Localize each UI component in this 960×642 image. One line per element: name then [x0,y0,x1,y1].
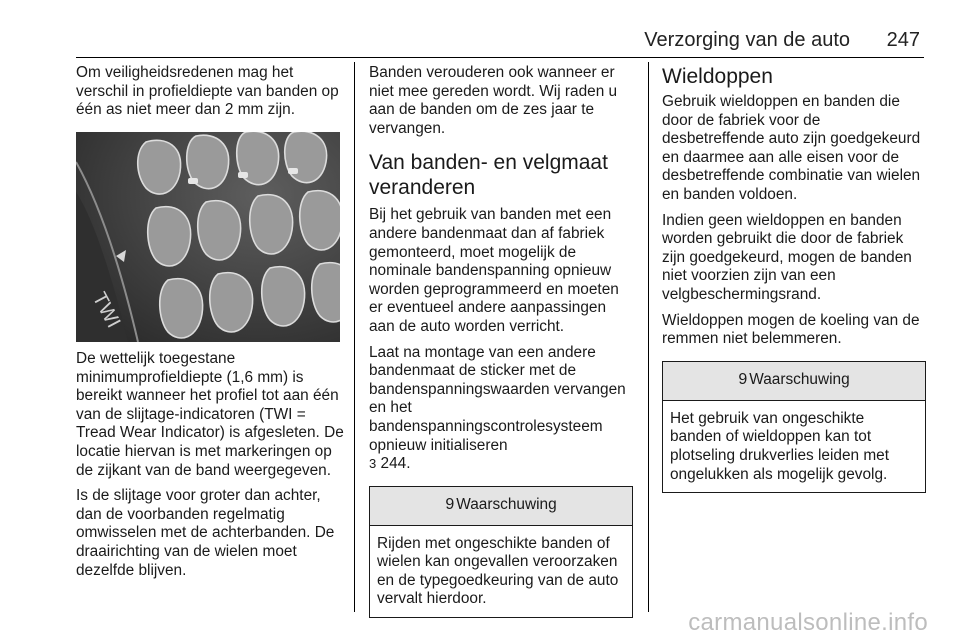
header-divider [76,57,924,58]
middle-intro-paragraph: Banden verouderen ook wanneer er niet mee gereden wordt. Wij raden u aan de banden om de zes jaar te vervangen. [369,64,618,137]
right-paragraph-2: Indien geen wieldoppen en banden worden gebruikt die door de fabriek zijn goedgekeurd, mogen de banden niet voorzien zijn van een velgbeschermingsrand. [662,211,912,303]
left-intro-paragraph: Om veiligheidsredenen mag het verschil in profieldiepte van banden op één as niet meer dan 2 mm zijn. [76,64,339,119]
middle-paragraph-2-text: Laat na montage van een andere bandenmaat de sticker met de bandenspanningswaarden vervangen en het bandenspanningscontrolesysteem opnieuw initialiseren [369,343,626,454]
warning-header [370,487,632,526]
watermark-text: carmanualsonline.info [688,609,928,636]
middle-paragraph-1: Bij het gebruik van banden met een andere bandenmaat dan af fabriek gemonteerd, moet mogelijk de nominale bandenspanning opnieuw worden geprogrammeerd en moeten er eventueel andere aanpassingen aan de auto worden verricht. [369,206,619,335]
page-header-title: Verzorging van de auto [644,29,850,51]
warning-text: Het gebruik van ongeschikte banden of wieldoppen kan tot plotseling drukverlies leiden met ongelukken als mogelijk gevolg. [670,409,890,483]
left-column [76,64,348,127]
right-paragraph-1: Gebruik wieldoppen en banden die door de fabriek voor de desbetreffende auto zijn goedgekeurd en daarmee aan alle eisen voor de desbetreffende combinatie van wielen en banden voldoen. [662,93,921,203]
right-paragraph-3: Wieldoppen mogen de koeling van de remmen niet belemmeren. [662,311,920,348]
middle-column [369,64,633,618]
right-column [662,64,926,493]
left-column-lower [76,350,348,587]
warning-title: Waarschuwing [749,371,850,389]
left-paragraph-2: Is de slijtage voor groter dan achter, dan de voorbanden regelmatig omwisselen met de achterbanden. De draairichting van de wielen moet dezelfde blijven. [76,487,335,579]
warning-box-tires [369,486,633,618]
warning-header [663,362,925,401]
tire-tread-svg [76,132,340,342]
section-heading-wheel-covers: Wieldoppen [662,65,773,88]
page-number: 247 [886,29,920,51]
section-heading-tire-size: Van banden- en velgmaat veranderen [369,151,608,200]
cross-reference-page-link[interactable]: 244. [380,455,411,473]
warning-icon: 9 [738,371,748,389]
left-paragraph-1: De wettelijk toegestane minimumprofieldiepte (1,6 mm) is bereikt wanneer het profiel tot aan één van de slijtage-indicatoren (TWI = Tread Wear Indicator) is afgesleten. De locatie hiervan is met markeringen op de zijkant van de band weergegeven. [76,350,344,479]
cross-reference-icon: 3 [369,456,377,472]
warning-text: Rijden met ongeschikte banden of wielen kan ongevallen veroorzaken en de typegoedkeuring van de auto vervalt hierdoor. [377,534,619,608]
tire-tread-wear-illustration [76,132,340,342]
warning-title: Waarschuwing [456,496,557,514]
column-divider-right [648,62,649,612]
column-divider-left [354,62,355,612]
middle-paragraph-2 [369,344,633,474]
twi-label: TWI [87,288,125,332]
warning-icon: 9 [445,496,455,514]
warning-box-wheel-covers [662,361,926,493]
